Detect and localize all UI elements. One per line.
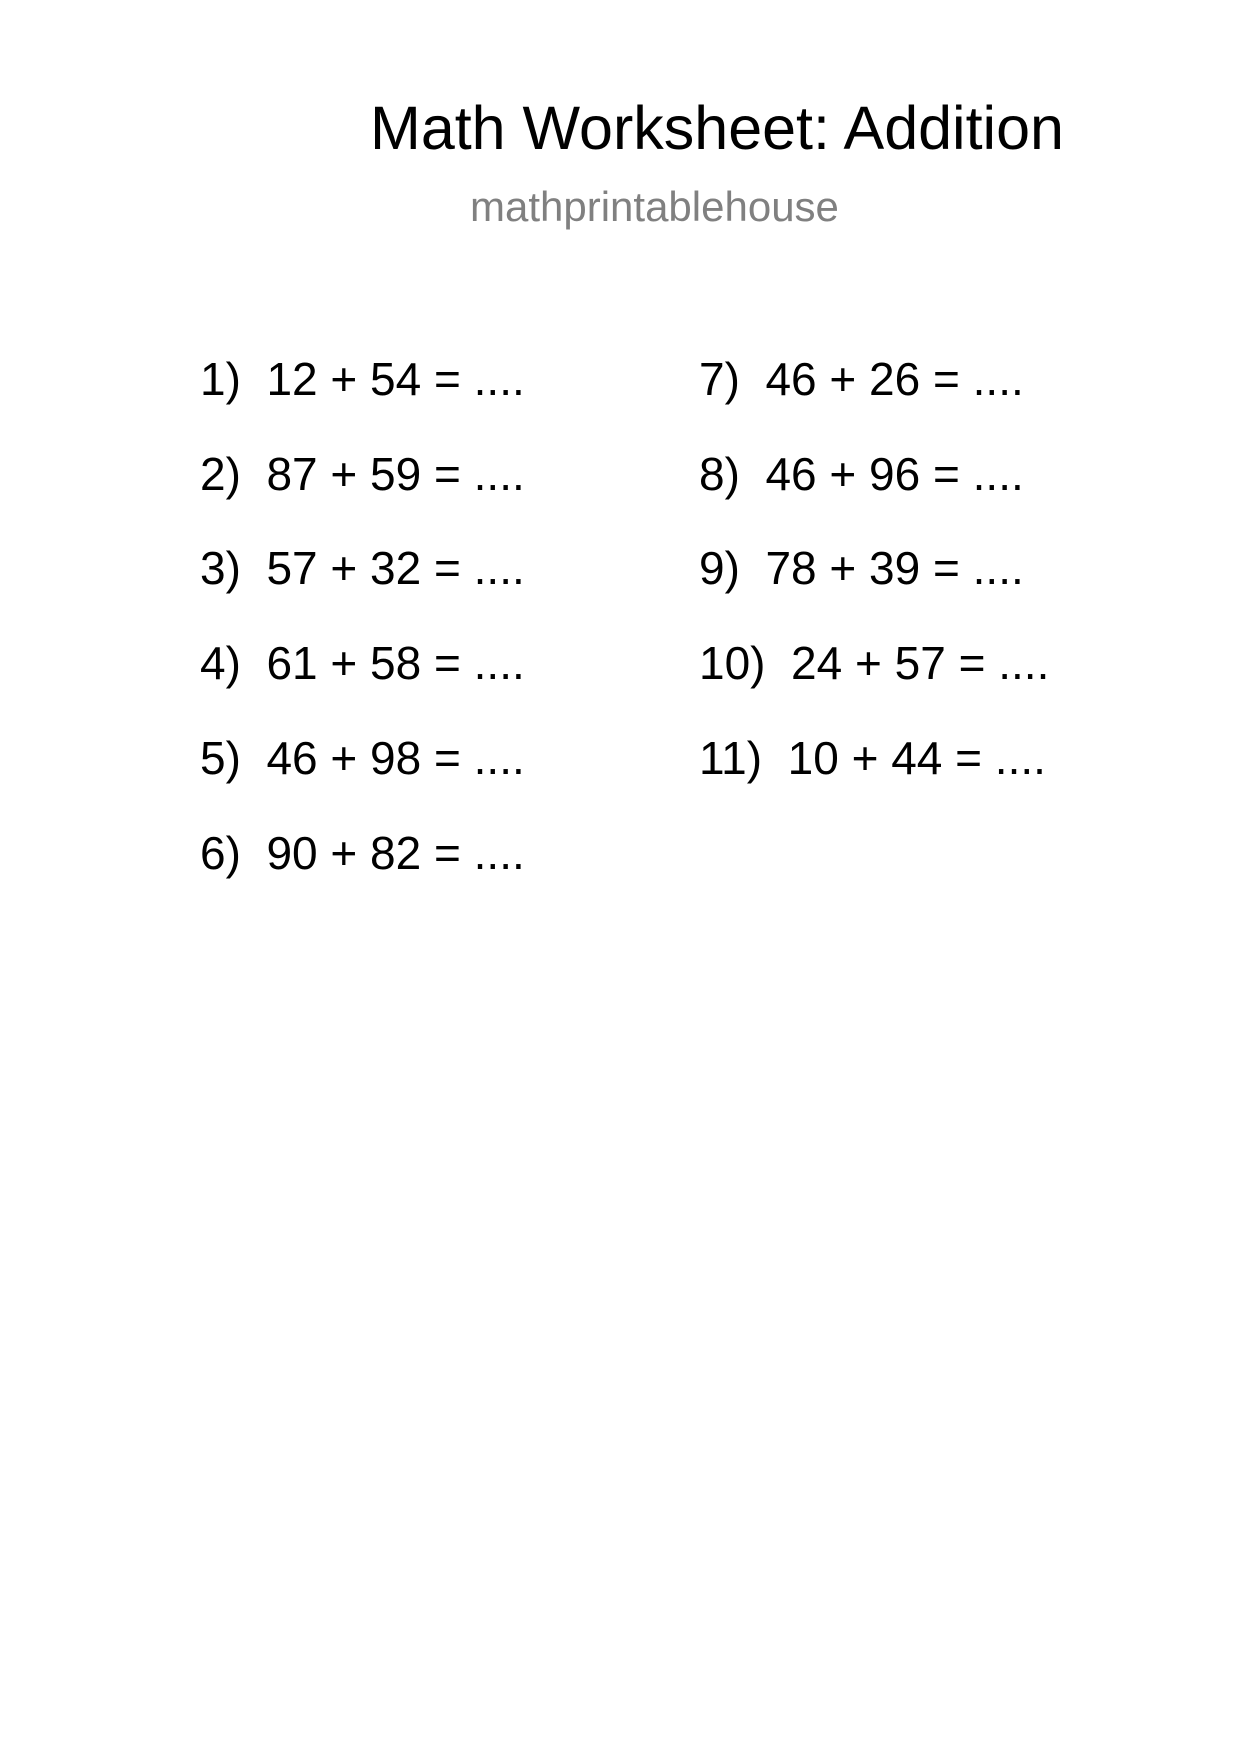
problem-5: 5) 46 + 98 = .... (200, 732, 525, 784)
problem-8: 8) 46 + 96 = .... (699, 448, 1024, 500)
problem-9: 9) 78 + 39 = .... (699, 542, 1024, 594)
problem-6: 6) 90 + 82 = .... (200, 827, 525, 879)
problem-10: 10) 24 + 57 = .... (699, 637, 1050, 689)
problem-2: 2) 87 + 59 = .... (200, 448, 525, 500)
page-title: Math Worksheet: Addition (370, 94, 1064, 162)
problem-7: 7) 46 + 26 = .... (699, 353, 1024, 405)
page-subtitle: mathprintablehouse (470, 183, 839, 230)
problem-4: 4) 61 + 58 = .... (200, 637, 525, 689)
problem-3: 3) 57 + 32 = .... (200, 542, 525, 594)
problem-11: 11) 10 + 44 = .... (699, 732, 1046, 784)
problem-1: 1) 12 + 54 = .... (200, 353, 525, 405)
